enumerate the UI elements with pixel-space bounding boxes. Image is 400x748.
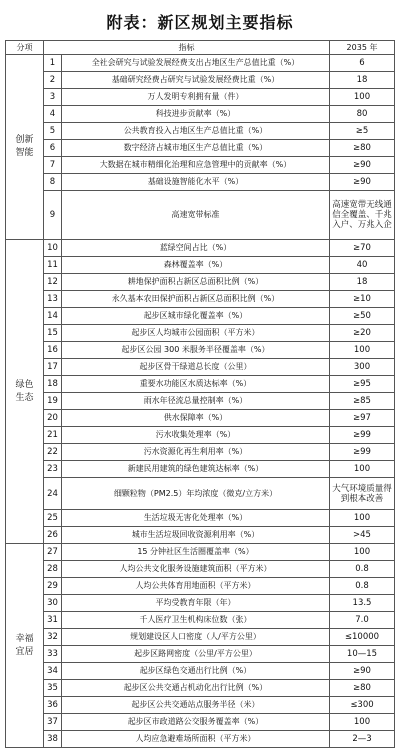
- table-row: [6, 444, 395, 461]
- table-row: [6, 578, 395, 595]
- table-row: [6, 510, 395, 527]
- table-row: [6, 527, 395, 544]
- row-number: 1: [44, 55, 62, 72]
- row-number: 15: [44, 325, 62, 342]
- indicator-cell: 起步区城市绿化覆盖率（%）: [62, 308, 330, 325]
- table-header-row: [6, 41, 395, 55]
- row-number: 27: [44, 544, 62, 561]
- indicator-cell: 规划建设区人口密度（人/平方公里）: [62, 629, 330, 646]
- indicator-cell: 森林覆盖率（%）: [62, 257, 330, 274]
- target-cell: ≥95: [330, 376, 395, 393]
- table-row: [6, 561, 395, 578]
- indicator-cell: 供水保障率（%）: [62, 410, 330, 427]
- target-cell: 6: [330, 55, 395, 72]
- category-cell: 创新 智能: [6, 55, 44, 240]
- table-row: [6, 240, 395, 257]
- table-row: [6, 714, 395, 731]
- target-cell: 100: [330, 544, 395, 561]
- table-row: [6, 612, 395, 629]
- table-row: [6, 274, 395, 291]
- target-cell: 300: [330, 359, 395, 376]
- document-title: 附表：新区规划主要指标: [106, 13, 294, 32]
- table-body: [6, 55, 395, 748]
- row-number: 36: [44, 697, 62, 714]
- target-cell: 13.5: [330, 595, 395, 612]
- target-cell: ≥80: [330, 140, 395, 157]
- indicator-cell: 全社会研究与试验发展经费支出占地区生产总值比重（%）: [62, 55, 330, 72]
- indicator-cell: 污水资源化再生利用率（%）: [62, 444, 330, 461]
- row-number: 2: [44, 72, 62, 89]
- indicator-cell: 大数据在城市精细化治理和应急管理中的贡献率（%）: [62, 157, 330, 174]
- indicator-cell: 高速宽带标准: [62, 191, 330, 240]
- target-cell: 7.0: [330, 612, 395, 629]
- row-number: 11: [44, 257, 62, 274]
- indicator-cell: 生活垃圾无害化处理率（%）: [62, 510, 330, 527]
- table-row: [6, 646, 395, 663]
- table-row: [6, 629, 395, 646]
- row-number: 18: [44, 376, 62, 393]
- table-row: [6, 544, 395, 561]
- row-number: 22: [44, 444, 62, 461]
- target-cell: 18: [330, 274, 395, 291]
- target-cell: ≥10: [330, 291, 395, 308]
- target-cell: 0.8: [330, 561, 395, 578]
- header-category: 分项: [6, 41, 44, 55]
- table-row: [6, 291, 395, 308]
- target-cell: ≤10000: [330, 629, 395, 646]
- row-number: 23: [44, 461, 62, 478]
- row-number: 3: [44, 89, 62, 106]
- target-cell: 100: [330, 510, 395, 527]
- indicator-cell: 新建民用建筑的绿色建筑达标率（%）: [62, 461, 330, 478]
- target-cell: 100: [330, 461, 395, 478]
- indicator-cell: 起步区公园 300 米服务半径覆盖率（%）: [62, 342, 330, 359]
- table-row: [6, 393, 395, 410]
- row-number: 31: [44, 612, 62, 629]
- indicator-cell: 耕地保护面积占新区总面积比例（%）: [62, 274, 330, 291]
- target-cell: 80: [330, 106, 395, 123]
- indicator-cell: 15 分钟社区生活圈覆盖率（%）: [62, 544, 330, 561]
- header-target: 2035 年: [330, 41, 395, 55]
- row-number: 28: [44, 561, 62, 578]
- row-number: 9: [44, 191, 62, 240]
- target-cell: ≥5: [330, 123, 395, 140]
- table-row: [6, 376, 395, 393]
- target-cell: 18: [330, 72, 395, 89]
- table-row: [6, 257, 395, 274]
- row-number: 8: [44, 174, 62, 191]
- row-number: 38: [44, 731, 62, 748]
- row-number: 13: [44, 291, 62, 308]
- indicator-cell: 基础设施智能化水平（%）: [62, 174, 330, 191]
- table-row: [6, 359, 395, 376]
- target-cell: ≥85: [330, 393, 395, 410]
- indicator-cell: 数字经济占城市地区生产总值比重（%）: [62, 140, 330, 157]
- indicator-cell: 人均公共体育用地面积（平方米）: [62, 578, 330, 595]
- target-cell: 0.8: [330, 578, 395, 595]
- indicator-cell: 科技进步贡献率（%）: [62, 106, 330, 123]
- row-number: 19: [44, 393, 62, 410]
- indicator-cell: 起步区公共交通站点服务半径（米）: [62, 697, 330, 714]
- indicator-cell: 公共教育投入占地区生产总值比重（%）: [62, 123, 330, 140]
- target-cell: ≥80: [330, 680, 395, 697]
- indicator-cell: 人均应急避难场所面积（平方米）: [62, 731, 330, 748]
- target-cell: 100: [330, 89, 395, 106]
- table-row: [6, 123, 395, 140]
- target-cell: ≥20: [330, 325, 395, 342]
- table-row: [6, 174, 395, 191]
- indicator-cell: 蓝绿空间占比（%）: [62, 240, 330, 257]
- row-number: 12: [44, 274, 62, 291]
- indicator-cell: 起步区绿色交通出行比例（%）: [62, 663, 330, 680]
- row-number: 16: [44, 342, 62, 359]
- row-number: 4: [44, 106, 62, 123]
- table-row: [6, 342, 395, 359]
- row-number: 32: [44, 629, 62, 646]
- category-cell: 绿色 生态: [6, 240, 44, 544]
- header-indicator: 指标: [44, 41, 330, 55]
- target-cell: 高速宽带无线通信全覆盖、千兆入户、万兆入企: [330, 191, 395, 240]
- row-number: 17: [44, 359, 62, 376]
- target-cell: ≥90: [330, 157, 395, 174]
- indicator-cell: 千人医疗卫生机构床位数（张）: [62, 612, 330, 629]
- table-row: [6, 191, 395, 240]
- table-row: [6, 140, 395, 157]
- target-cell: ≥90: [330, 174, 395, 191]
- table-row: [6, 106, 395, 123]
- indicator-cell: 起步区骨干绿道总长度（公里）: [62, 359, 330, 376]
- row-number: 5: [44, 123, 62, 140]
- target-cell: ≤300: [330, 697, 395, 714]
- indicator-cell: 细颗粒物（PM2.5）年均浓度（微克/立方米）: [62, 478, 330, 510]
- row-number: 21: [44, 427, 62, 444]
- target-cell: >45: [330, 527, 395, 544]
- indicator-table: [5, 40, 395, 748]
- row-number: 29: [44, 578, 62, 595]
- indicator-cell: 基础研究经费占研究与试验发展经费比重（%）: [62, 72, 330, 89]
- target-cell: ≥99: [330, 444, 395, 461]
- target-cell: ≥99: [330, 427, 395, 444]
- category-cell: 幸福 宜居: [6, 544, 44, 748]
- target-cell: 100: [330, 342, 395, 359]
- indicator-cell: 人均公共文化服务设施建筑面积（平方米）: [62, 561, 330, 578]
- row-number: 10: [44, 240, 62, 257]
- row-number: 7: [44, 157, 62, 174]
- row-number: 34: [44, 663, 62, 680]
- target-cell: ≥70: [330, 240, 395, 257]
- target-cell: 大气环境质量得到根本改善: [330, 478, 395, 510]
- row-number: 33: [44, 646, 62, 663]
- indicator-cell: 起步区人均城市公园面积（平方米）: [62, 325, 330, 342]
- indicator-cell: 永久基本农田保护面积占新区总面积比例（%）: [62, 291, 330, 308]
- row-number: 25: [44, 510, 62, 527]
- table-row: [6, 731, 395, 748]
- target-cell: 2—3: [330, 731, 395, 748]
- target-cell: 10—15: [330, 646, 395, 663]
- table-row: [6, 157, 395, 174]
- row-number: 14: [44, 308, 62, 325]
- indicator-cell: 平均受教育年限（年）: [62, 595, 330, 612]
- indicator-cell: 重要水功能区水质达标率（%）: [62, 376, 330, 393]
- target-cell: ≥97: [330, 410, 395, 427]
- row-number: 30: [44, 595, 62, 612]
- indicator-cell: 城市生活垃圾回收资源利用率（%）: [62, 527, 330, 544]
- table-row: [6, 89, 395, 106]
- indicator-cell: 万人发明专利拥有量（件）: [62, 89, 330, 106]
- target-cell: 40: [330, 257, 395, 274]
- table-row: [6, 595, 395, 612]
- indicator-cell: 污水收集处理率（%）: [62, 427, 330, 444]
- target-cell: ≥90: [330, 663, 395, 680]
- row-number: 20: [44, 410, 62, 427]
- indicator-cell: 起步区公共交通占机动化出行比例（%）: [62, 680, 330, 697]
- table-row: [6, 697, 395, 714]
- table-row: [6, 410, 395, 427]
- table-row: [6, 325, 395, 342]
- row-number: 6: [44, 140, 62, 157]
- table-row: [6, 461, 395, 478]
- indicator-cell: 起步区市政道路公交服务覆盖率（%）: [62, 714, 330, 731]
- indicator-cell: 起步区路网密度（公里/平方公里）: [62, 646, 330, 663]
- row-number: 24: [44, 478, 62, 510]
- target-cell: 100: [330, 714, 395, 731]
- row-number: 37: [44, 714, 62, 731]
- table-row: [6, 308, 395, 325]
- table-row: [6, 55, 395, 72]
- target-cell: ≥50: [330, 308, 395, 325]
- row-number: 35: [44, 680, 62, 697]
- table-row: [6, 663, 395, 680]
- table-row: [6, 478, 395, 510]
- table-row: [6, 680, 395, 697]
- row-number: 26: [44, 527, 62, 544]
- table-row: [6, 72, 395, 89]
- indicator-cell: 雨水年径流总量控制率（%）: [62, 393, 330, 410]
- table-row: [6, 427, 395, 444]
